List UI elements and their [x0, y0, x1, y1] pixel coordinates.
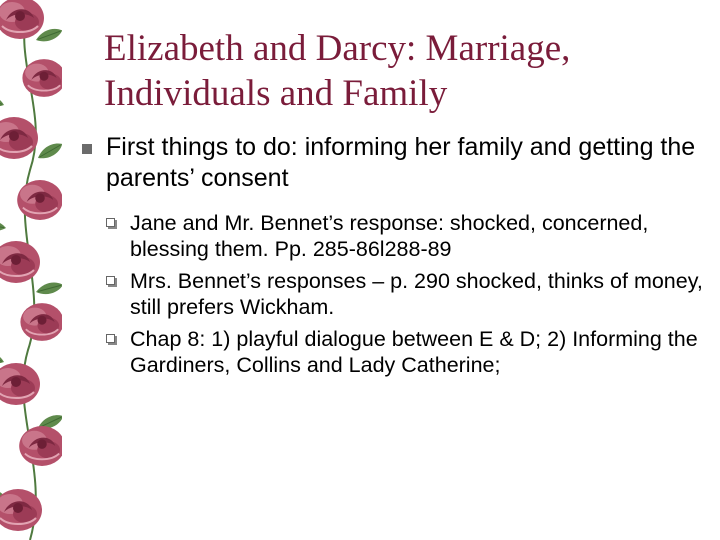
box-bullet-icon: [106, 334, 115, 343]
box-bullet-icon: [106, 276, 115, 285]
rose-vine: [0, 0, 62, 540]
square-bullet-icon: [82, 144, 92, 154]
sub-bullet-item: [106, 326, 704, 378]
sub-bullet-list: [106, 210, 704, 378]
box-bullet-icon: [106, 218, 115, 227]
sub-bullet-text: Chap 8: 1) playful dialogue between E & D; 2) Informing the Gardiners, Collins and Lady Catherine;: [130, 327, 698, 377]
sub-bullet-text: Jane and Mr. Bennet’s response: shocked, concerned, blessing them. Pp. 285-86l288-89: [130, 211, 649, 261]
slide-content: [74, 132, 704, 384]
main-bullet-item: [74, 132, 704, 194]
sub-bullet-item: [106, 210, 704, 262]
sub-bullet-item: [106, 268, 704, 320]
sub-bullet-text: Mrs. Bennet’s responses – p. 290 shocked, thinks of money, still prefers Wickham.: [130, 269, 703, 319]
slide-title: Elizabeth and Darcy: Marriage, Individuals and Family: [104, 28, 571, 114]
rose-border-decoration: [0, 0, 62, 540]
main-bullet-text: First things to do: informing her family and getting the parents’ consent: [106, 133, 696, 192]
